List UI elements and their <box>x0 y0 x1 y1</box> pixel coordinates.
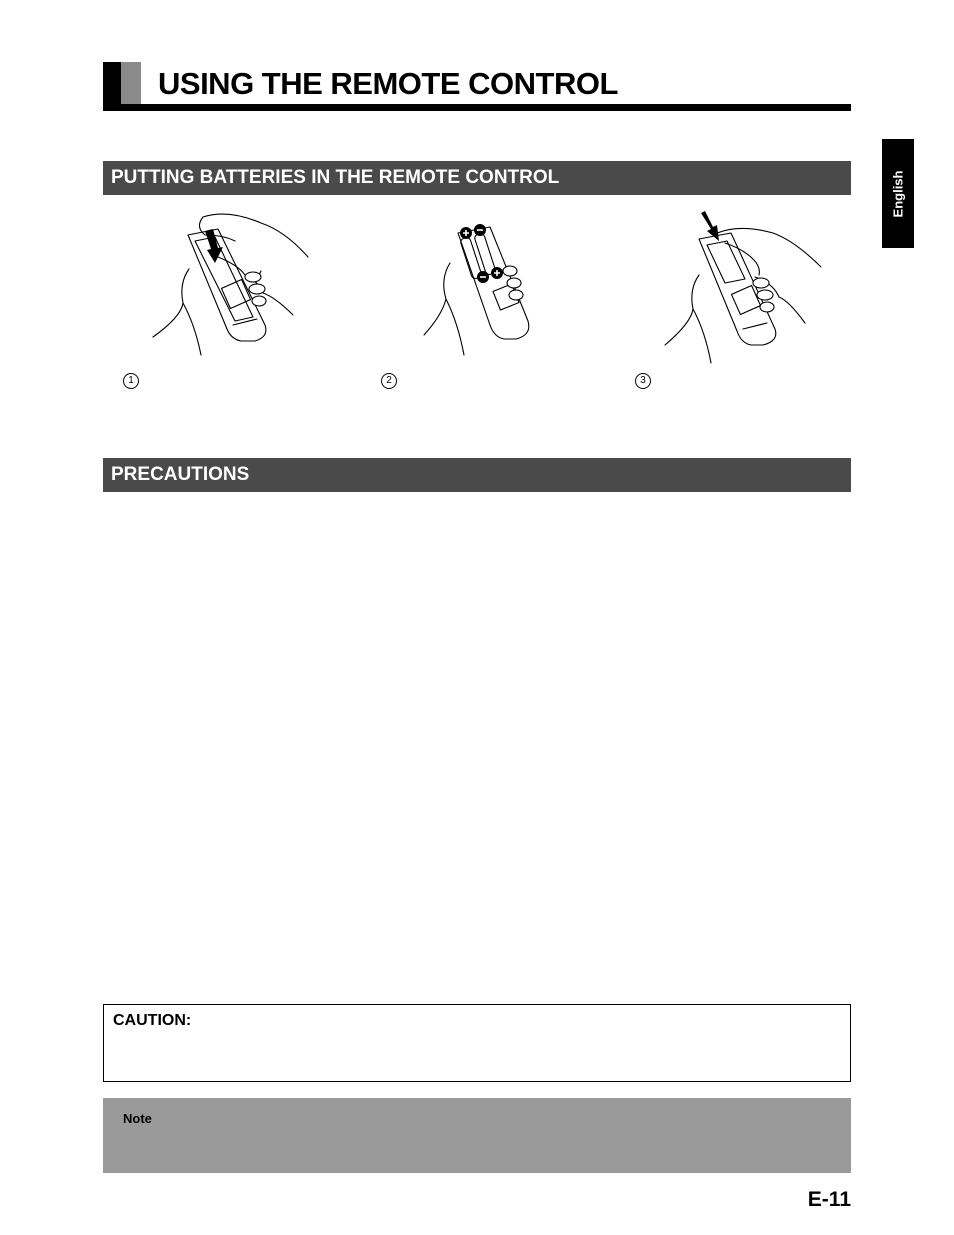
language-tab <box>882 139 914 248</box>
page-title: USING THE REMOTE CONTROL <box>158 66 618 101</box>
remote-open-cover-icon <box>143 205 343 370</box>
section-heading-precautions <box>103 458 851 492</box>
section-heading-precautions-text: PRECAUTIONS <box>111 464 250 485</box>
section-heading-batteries-text: PUTTING BATTERIES IN THE REMOTE CONTROL <box>111 167 560 188</box>
note-box <box>103 1098 851 1173</box>
step-number-1: 1 <box>123 373 139 389</box>
section-heading-batteries <box>103 161 851 195</box>
caution-box <box>103 1004 851 1082</box>
title-accent-dark <box>103 62 121 106</box>
step-number-2: 2 <box>381 373 397 389</box>
language-tab-label: English <box>890 170 906 217</box>
caution-label: CAUTION: <box>113 1012 192 1029</box>
page-title-block <box>103 62 851 112</box>
title-underline <box>103 104 851 111</box>
step-number-3: 3 <box>635 373 651 389</box>
title-accent-gray <box>121 62 141 106</box>
page-number: E-11 <box>807 1188 851 1211</box>
remote-insert-batteries-icon <box>410 205 610 370</box>
note-label: Note <box>123 1111 152 1126</box>
remote-close-cover-icon <box>655 205 855 370</box>
